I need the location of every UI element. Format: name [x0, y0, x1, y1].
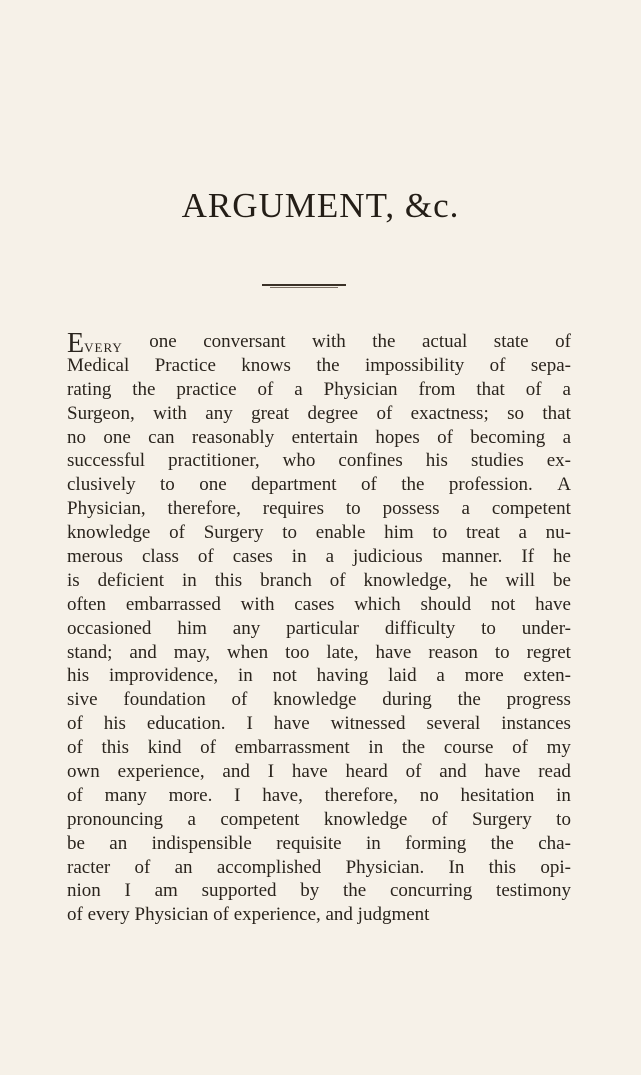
word: will [505, 569, 536, 591]
word: experience, [117, 761, 205, 783]
word: department [251, 474, 337, 496]
word: one [149, 331, 177, 352]
word: my [546, 737, 571, 759]
word: one [103, 426, 131, 448]
word: indispensible [151, 832, 252, 854]
word: cases [294, 593, 335, 615]
word: Physician [323, 378, 398, 400]
body-text [67, 330, 571, 927]
word: have [375, 641, 412, 663]
word: exten- [523, 665, 571, 687]
word: opi- [540, 856, 571, 878]
word: profession. [448, 474, 533, 496]
word: and [222, 761, 250, 783]
text-line [67, 426, 571, 450]
word: knowledge [67, 522, 151, 544]
word: more [464, 665, 504, 687]
word: enable [315, 522, 366, 544]
word: cha- [538, 832, 571, 854]
word: can [148, 426, 175, 448]
word: exactness; [410, 402, 489, 424]
text-line [67, 736, 571, 760]
word: competent [220, 808, 300, 830]
word: any [205, 402, 233, 424]
word: this [488, 856, 517, 878]
text-line [67, 521, 571, 545]
word: degree [307, 402, 359, 424]
text-line [67, 903, 571, 927]
word: of [405, 761, 422, 783]
word: difficulty [384, 617, 456, 639]
word: the [490, 832, 514, 854]
word: reason [428, 641, 478, 663]
text-line [67, 664, 571, 688]
word: the [457, 689, 481, 711]
word: rating [67, 378, 112, 400]
word: be [552, 569, 571, 591]
word: progress [506, 689, 571, 711]
text-line [67, 617, 571, 641]
word: in [368, 737, 384, 759]
word: of [200, 737, 216, 759]
word: in [291, 546, 307, 568]
word: that [476, 378, 505, 400]
word: particular [286, 617, 359, 639]
word: sive [67, 689, 98, 711]
text-line [67, 402, 571, 426]
word: class [141, 546, 179, 568]
word: great [251, 402, 290, 424]
word: heard [345, 761, 388, 783]
word: successful [67, 450, 146, 472]
text-line [67, 808, 571, 832]
opening-word-rest: very [84, 336, 123, 357]
word: a [461, 498, 470, 520]
drop-cap-initial: E [67, 328, 85, 359]
word: and [439, 761, 467, 783]
word: I [124, 880, 131, 902]
word: to [494, 641, 510, 663]
word: knows [241, 354, 291, 376]
word: he [469, 569, 488, 591]
word: which [354, 593, 401, 615]
word: knowledge, [363, 569, 452, 591]
word: of [169, 522, 185, 544]
word: late, [326, 641, 359, 663]
word: of [257, 378, 274, 400]
word: read [538, 761, 571, 783]
word: a [325, 546, 335, 568]
text-line [67, 760, 571, 784]
word: in [182, 569, 197, 591]
word: of [67, 713, 83, 735]
word: Surgery [203, 522, 264, 544]
word: knowledge [273, 689, 357, 711]
word: nu- [545, 522, 571, 544]
text-line [67, 593, 571, 617]
word: occasioned [67, 617, 152, 639]
word: him [177, 617, 207, 639]
word: the [372, 331, 396, 352]
word: pronouncing [67, 808, 164, 830]
word: of [555, 331, 571, 352]
word: to [432, 522, 448, 544]
word: the [132, 378, 156, 400]
word: the [343, 880, 367, 902]
text-line [67, 545, 571, 569]
text-line [67, 328, 571, 359]
word: to [345, 498, 361, 520]
word: a [562, 426, 571, 448]
word: is [67, 569, 80, 591]
word: one [199, 474, 227, 496]
word: competent [491, 498, 571, 520]
word: of [67, 737, 83, 759]
word: be [67, 832, 85, 854]
word: in [365, 832, 381, 854]
word: improvidence, [108, 665, 219, 687]
ornamental-rule [262, 284, 346, 286]
word: reasonably [191, 426, 275, 448]
word: no [67, 426, 86, 448]
word: often [67, 593, 107, 615]
word: the [316, 354, 340, 376]
word: judicious [353, 546, 423, 568]
text-line [67, 641, 571, 665]
word: racter [67, 856, 111, 878]
word: with [311, 331, 346, 352]
word: I [246, 713, 253, 735]
word: his [103, 713, 126, 735]
word: from [418, 378, 456, 400]
word: accomplished [216, 856, 322, 878]
word: under- [521, 617, 571, 639]
word: may, [173, 641, 210, 663]
word: of [134, 856, 151, 878]
word: he [553, 546, 571, 568]
word: Physician, [67, 498, 146, 520]
word: witnessed [330, 713, 406, 735]
word: in [556, 784, 571, 806]
text-line [67, 497, 571, 521]
word: during [382, 689, 432, 711]
word: state [493, 331, 529, 352]
word: practitioner, [168, 450, 260, 472]
word: Surgeon, [67, 402, 135, 424]
word: I [267, 761, 275, 783]
word: branch [260, 569, 312, 591]
word: forming [405, 832, 467, 854]
word: a [562, 378, 571, 400]
word: entertain [291, 426, 359, 448]
word: should [420, 593, 472, 615]
word: when [226, 641, 269, 663]
word: having [316, 665, 369, 687]
word: studies [470, 450, 524, 472]
word: to [160, 474, 175, 496]
word: several [426, 713, 481, 735]
word: cases [232, 546, 273, 568]
word: knowledge [323, 808, 408, 830]
opening-word [67, 328, 123, 359]
text-line [67, 378, 571, 402]
word: hopes [375, 426, 420, 448]
text-line-content: of every Physician of experience, and judgment [67, 904, 430, 926]
word: own [67, 761, 100, 783]
word: to [556, 808, 571, 830]
word: clusively [67, 474, 136, 496]
word: a [294, 378, 303, 400]
word: hesitation [460, 784, 535, 806]
word: an [109, 832, 128, 854]
word: not [272, 665, 297, 687]
word: therefore, [324, 784, 398, 806]
word: of [489, 354, 506, 376]
word: kind [147, 737, 182, 759]
word: his [67, 665, 90, 687]
word: regret [526, 641, 571, 663]
word: education. [146, 713, 226, 735]
text-line [67, 473, 571, 497]
word: of [376, 402, 393, 424]
word: of [360, 474, 377, 496]
word: stand; [67, 641, 113, 663]
word: practice [176, 378, 237, 400]
word: foundation [123, 689, 206, 711]
word: supported [201, 880, 277, 902]
word: have [291, 761, 328, 783]
word: of [512, 737, 528, 759]
chapter-heading: ARGUMENT, &c. [181, 186, 460, 225]
text-line [67, 856, 571, 880]
word: this [214, 569, 243, 591]
word: an [174, 856, 193, 878]
word: of [525, 378, 542, 400]
word: more. [168, 784, 213, 806]
word: requisite [276, 832, 342, 854]
word: I [234, 784, 241, 806]
word: possess [382, 498, 440, 520]
word: A [557, 474, 571, 496]
word: of [329, 569, 346, 591]
word: have, [262, 784, 303, 806]
word: of [431, 808, 448, 830]
word: a [436, 665, 445, 687]
word: becoming [470, 426, 546, 448]
word: sepa- [530, 354, 571, 376]
word: nion [67, 880, 101, 902]
word: Medical [67, 354, 130, 376]
word: manner. [441, 546, 503, 568]
word: and [129, 641, 157, 663]
word: a [187, 808, 196, 830]
word: him [384, 522, 414, 544]
word: of [437, 426, 453, 448]
word: have [535, 593, 571, 615]
word: not [490, 593, 516, 615]
word: in [237, 665, 253, 687]
word: Physician. [345, 856, 425, 878]
word: many [104, 784, 147, 806]
word: In [448, 856, 465, 878]
word: laid [388, 665, 417, 687]
word: conversant [203, 331, 286, 352]
word: with [240, 593, 275, 615]
word: who [282, 450, 316, 472]
word: Surgery [471, 808, 532, 830]
word: to [282, 522, 298, 544]
word: treat [465, 522, 500, 544]
word: too [285, 641, 310, 663]
word: by [300, 880, 320, 902]
word: am [154, 880, 178, 902]
word: this [101, 737, 129, 759]
word: ex- [546, 450, 571, 472]
text-line [67, 879, 571, 903]
word: so [507, 402, 525, 424]
text-line [67, 449, 571, 473]
text-line [67, 832, 571, 856]
text-line [67, 354, 571, 378]
word: If [521, 546, 535, 568]
word: no [419, 784, 439, 806]
word: embarrassment [234, 737, 350, 759]
word: impossibility [364, 354, 465, 376]
word: requires [262, 498, 324, 520]
word: testimony [496, 880, 571, 902]
word: of [67, 784, 83, 806]
word: with [153, 402, 187, 424]
word: the [401, 737, 426, 759]
word: Practice [154, 354, 216, 376]
word: of [231, 689, 248, 711]
word: actual [421, 331, 468, 352]
text-line [67, 784, 571, 808]
word: that [542, 402, 571, 424]
word: his [425, 450, 448, 472]
word: embarrassed [125, 593, 221, 615]
word: have [484, 761, 521, 783]
word: to [481, 617, 496, 639]
word: therefore, [167, 498, 241, 520]
word: concurring [389, 880, 473, 902]
word: confines [338, 450, 403, 472]
text-line [67, 712, 571, 736]
text-line [67, 569, 571, 593]
word: deficient [97, 569, 165, 591]
word: a [518, 522, 527, 544]
text-line [67, 688, 571, 712]
word: instances [501, 713, 571, 735]
word: course [443, 737, 494, 759]
word: merous [67, 546, 123, 568]
word: of [197, 546, 214, 568]
word: have [273, 713, 310, 735]
word: any [232, 617, 261, 639]
word: the [401, 474, 425, 496]
